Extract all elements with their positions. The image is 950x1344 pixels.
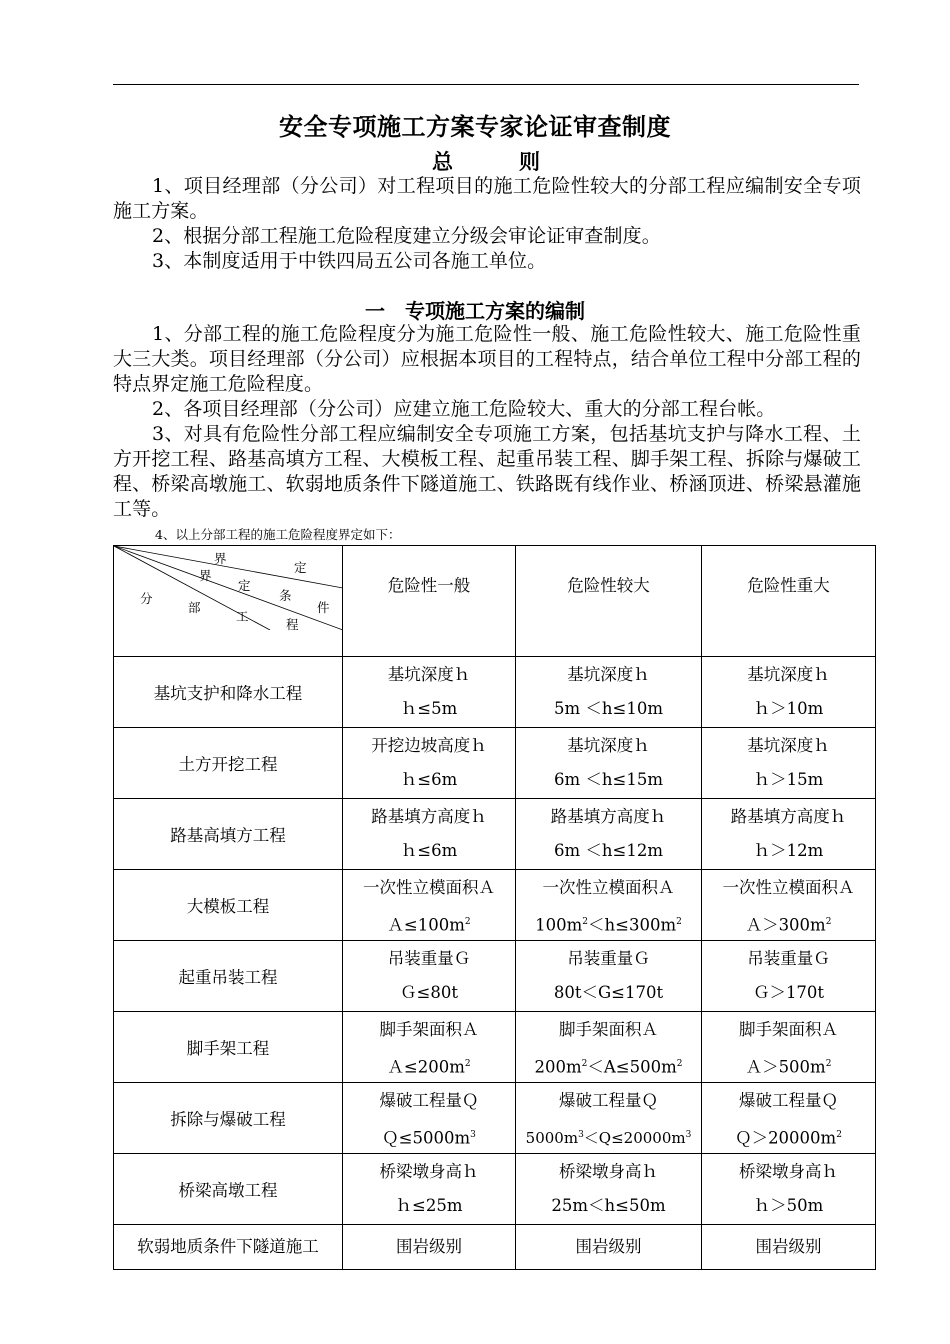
cell-line-1: 吊装重量Ｇ <box>567 949 650 968</box>
cell-line-1: 路基填方高度ｈ <box>371 807 487 826</box>
cell-line-2 <box>516 1047 701 1081</box>
cell-line-1: 吊装重量Ｇ <box>747 949 830 968</box>
cell-line-2: ｈ＞15m <box>753 770 824 789</box>
cell-significant <box>516 1083 702 1154</box>
table-note: 4、以上分部工程的施工危险程度界定如下： <box>155 527 401 542</box>
superscript: 2 <box>581 1059 588 1069</box>
cell-general <box>343 799 516 870</box>
table-row <box>114 1154 876 1225</box>
row-name: 基坑支护和降水工程 <box>114 657 343 728</box>
cell-general: 围岩级别 <box>343 1225 516 1270</box>
cell-general <box>343 941 516 1012</box>
diag-label-4: 定 <box>238 578 251 593</box>
row-name: 起重吊装工程 <box>114 941 343 1012</box>
diagonal-lines <box>114 546 343 630</box>
superscript: 2 <box>676 917 682 927</box>
cell-line-1: 桥梁墩身高ｈ <box>379 1162 479 1181</box>
superscript: 2 <box>825 1059 832 1069</box>
cell-line-1: 基坑深度ｈ <box>567 736 650 755</box>
cell-line-2: ｈ＞10m <box>753 699 824 718</box>
diag-label-2: 定 <box>294 560 307 575</box>
cell-general <box>343 728 516 799</box>
cell-line-1: 脚手架面积Ａ <box>559 1020 658 1039</box>
cell-significant: 围岩级别 <box>516 1225 702 1270</box>
cell-major <box>702 1083 876 1154</box>
superscript: 3 <box>685 1130 692 1140</box>
value-text: ＜Q≤20000m <box>583 1129 686 1147</box>
cell-line-2: ｈ＞50m <box>753 1196 824 1215</box>
cell-significant <box>516 657 702 728</box>
cell-major <box>702 1012 876 1083</box>
table-row <box>114 799 876 870</box>
general-heading-char-1: 总 <box>432 150 453 174</box>
cell-significant <box>516 870 702 941</box>
diag-label-1: 界 <box>214 551 227 566</box>
cell-line-1: 桥梁墩身高ｈ <box>739 1162 838 1181</box>
section-1-paragraph-1: 1、分部工程的施工危险程度分为施工危险性一般、施工危险性较大、施工危险性重大三大类。项目经理部（分公司）应根据本项目的工程特点，结合单位工程中分部工程的特点界定施工危险程度。 <box>113 323 861 395</box>
table-header-row <box>114 546 876 657</box>
column-header-major: 危险性重大 <box>702 546 876 657</box>
superscript: 2 <box>676 1059 683 1069</box>
general-paragraph-1: 1、项目经理部（分公司）对工程项目的施工危险性较大的分部工程应编制安全专项施工方案。 <box>113 175 861 222</box>
document-title: 安全专项施工方案专家论证审查制度 <box>279 113 671 141</box>
table-row <box>114 657 876 728</box>
cell-significant <box>516 728 702 799</box>
superscript: 3 <box>470 1130 476 1140</box>
row-name: 拆除与爆破工程 <box>114 1083 343 1154</box>
table-row <box>114 1225 876 1270</box>
cell-general <box>343 1154 516 1225</box>
diag-label-5: 条 <box>279 588 292 603</box>
cell-line-2: ｈ≤6m <box>400 770 458 789</box>
cell-line-2 <box>516 905 701 939</box>
value-text: Ｑ≤5000m <box>382 1128 471 1148</box>
cell-general <box>343 1012 516 1083</box>
cell-significant <box>516 941 702 1012</box>
cell-line-2: ｈ＞12m <box>753 841 824 860</box>
cell-major <box>702 799 876 870</box>
header-rule <box>113 84 859 85</box>
cell-line-1: 基坑深度ｈ <box>747 665 830 684</box>
diag-label-8: 部 <box>188 600 201 615</box>
superscript: 2 <box>464 917 471 927</box>
cell-line-1: 一次性立模面积Ａ <box>542 878 675 897</box>
row-name: 桥梁高墩工程 <box>114 1154 343 1225</box>
cell-general <box>343 657 516 728</box>
diag-label-7: 分 <box>140 591 153 606</box>
cell-line-2: ｈ≤5m <box>400 699 458 718</box>
section-1-paragraph-2: 2、各项目经理部（分公司）应建立施工危险较大、重大的分部工程台帐。 <box>152 398 776 420</box>
cell-significant <box>516 1154 702 1225</box>
cell-line-1: 路基填方高度ｈ <box>550 807 667 826</box>
cell-line-2: Ｇ＞170t <box>752 983 825 1002</box>
general-heading-char-2: 则 <box>519 150 540 174</box>
value-text: ＜h≤300m <box>588 915 677 935</box>
cell-line-1: 基坑深度ｈ <box>747 736 830 755</box>
general-paragraph-3: 3、本制度适用于中铁四局五公司各施工单位。 <box>152 250 547 272</box>
cell-line-1: 爆破工程量Ｑ <box>559 1091 658 1110</box>
cell-major <box>702 1154 876 1225</box>
table-row <box>114 1012 876 1083</box>
table-row <box>114 941 876 1012</box>
value-text: 200m <box>534 1057 582 1077</box>
hazard-level-table <box>113 545 876 1270</box>
cell-line-1: 基坑深度ｈ <box>387 665 471 684</box>
section-1-heading: 一 专项施工方案的编制 <box>365 299 585 323</box>
cell-line-2: 5m ＜h≤10m <box>554 699 663 718</box>
value-text: Ｑ＞20000m <box>735 1128 837 1148</box>
cell-line-1: 脚手架面积Ａ <box>739 1020 838 1039</box>
cell-major <box>702 870 876 941</box>
cell-line-2: 6m ＜h≤12m <box>554 841 663 860</box>
value-text: Ａ≤200m <box>387 1057 465 1077</box>
cell-significant <box>516 799 702 870</box>
cell-line-2 <box>702 905 875 939</box>
diag-label-3: 界 <box>199 568 212 583</box>
cell-line-1: 一次性立模面积Ａ <box>722 878 855 897</box>
superscript: 2 <box>582 917 589 927</box>
cell-major: 围岩级别 <box>702 1225 876 1270</box>
row-name: 大模板工程 <box>114 870 343 941</box>
row-name: 脚手架工程 <box>114 1012 343 1083</box>
cell-line-2 <box>702 1118 875 1152</box>
cell-major <box>702 657 876 728</box>
diag-label-10: 程 <box>286 617 299 632</box>
superscript: 2 <box>825 917 832 927</box>
row-name: 土方开挖工程 <box>114 728 343 799</box>
cell-line-2: 80t＜G≤170t <box>553 983 664 1002</box>
cell-general <box>343 1083 516 1154</box>
cell-line-1: 脚手架面积Ａ <box>379 1020 479 1039</box>
cell-line-1: 桥梁墩身高ｈ <box>559 1162 658 1181</box>
cell-line-1: 基坑深度ｈ <box>567 665 650 684</box>
column-header-significant: 危险性较大 <box>516 546 702 657</box>
cell-significant <box>516 1012 702 1083</box>
value-text: ＜A≤500m <box>587 1057 677 1077</box>
cell-major <box>702 941 876 1012</box>
superscript: 2 <box>836 1130 842 1140</box>
cell-line-2 <box>343 1047 515 1081</box>
cell-line-1: 开挖边坡高度ｈ <box>371 736 487 755</box>
value-text: Ａ＞300m <box>745 915 826 935</box>
row-name: 路基高填方工程 <box>114 799 343 870</box>
cell-line-1: 一次性立模面积Ａ <box>363 878 495 897</box>
table-row <box>114 728 876 799</box>
value-text: 5000m <box>525 1129 579 1147</box>
cell-line-1: 爆破工程量Ｑ <box>379 1091 479 1110</box>
diag-label-9: 工 <box>236 609 249 624</box>
superscript: 2 <box>464 1059 471 1069</box>
cell-line-2 <box>702 1047 875 1081</box>
section-1-paragraph-3: 3、对具有危险性分部工程应编制安全专项施工方案，包括基坑支护与降水工程、土方开挖工程、路基高填方工程、大模板工程、起重吊装工程、脚手架工程、拆除与爆破工程、桥梁高墩施工、软弱地质条件下隧道施工、铁路既有线作业、桥涵顶进、桥梁悬灌施工等。 <box>113 423 861 520</box>
diagonal-header-cell <box>114 546 343 657</box>
cell-general <box>343 870 516 941</box>
cell-line-1: 爆破工程量Ｑ <box>739 1091 838 1110</box>
superscript: 3 <box>578 1130 584 1140</box>
cell-major <box>702 728 876 799</box>
table-row <box>114 870 876 941</box>
cell-line-2: 6m ＜h≤15m <box>554 770 663 789</box>
cell-line-2: ｈ≤6m <box>400 841 458 860</box>
general-paragraph-2: 2、根据分部工程施工危险程度建立分级会审论证审查制度。 <box>152 225 661 247</box>
cell-line-2: Ｇ≤80t <box>400 983 458 1002</box>
general-heading <box>432 146 540 176</box>
cell-line-2 <box>343 905 515 939</box>
cell-line-2 <box>516 1118 701 1152</box>
value-text: 100m <box>535 915 583 935</box>
value-text: Ａ≤100m <box>387 915 465 935</box>
value-text: Ａ＞500m <box>745 1057 826 1077</box>
column-header-general: 危险性一般 <box>343 546 516 657</box>
cell-line-2: 25m＜h≤50m <box>551 1196 666 1215</box>
diag-label-6: 件 <box>317 600 330 615</box>
cell-line-2 <box>343 1118 515 1152</box>
table-row <box>114 1083 876 1154</box>
cell-line-1: 路基填方高度ｈ <box>730 807 847 826</box>
row-name: 软弱地质条件下隧道施工 <box>114 1225 343 1270</box>
cell-line-1: 吊装重量Ｇ <box>387 949 471 968</box>
cell-line-2: ｈ≤25m <box>395 1196 463 1215</box>
